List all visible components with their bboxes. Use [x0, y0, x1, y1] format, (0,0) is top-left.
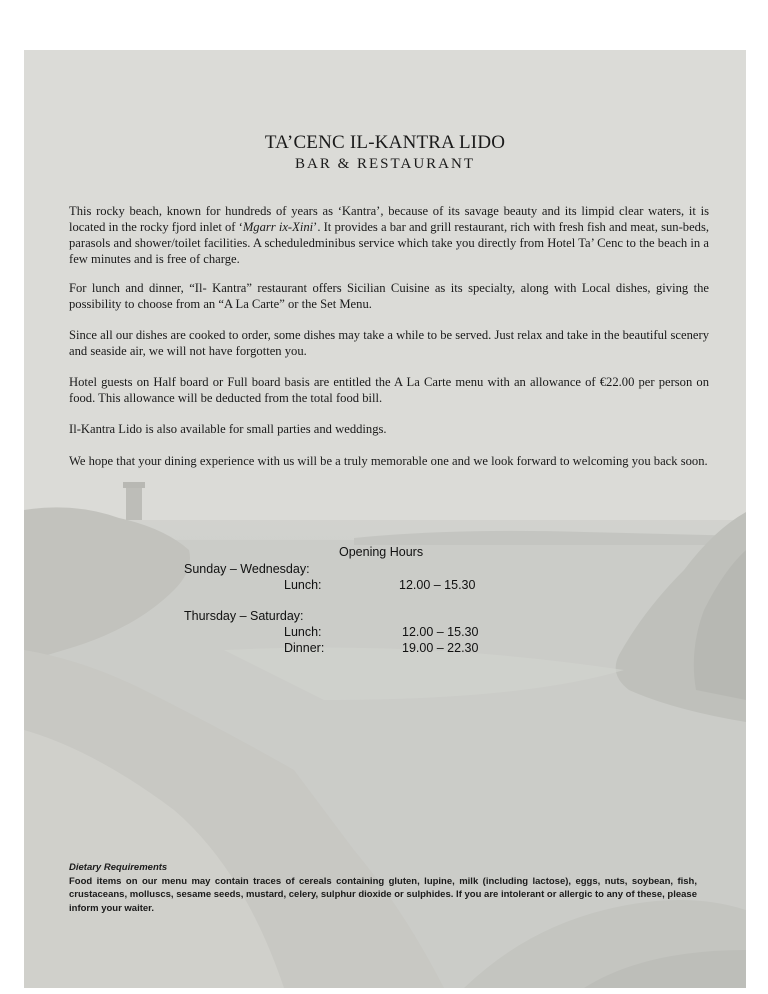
restaurant-subtitle: BAR & RESTAURANT [295, 156, 475, 172]
lunch-time: 12.00 – 15.30 [402, 625, 479, 639]
intro-paragraph-cooked-to-order: Since all our dishes are cooked to order, some dishes may take a while to be served. Just relax and take in the beautiful scenery and seaside air, we will not have forgotten you. [69, 328, 709, 358]
restaurant-title: TA’CENC IL-KANTRA LIDO [264, 132, 506, 153]
intro-paragraph-cuisine: For lunch and dinner, “Il- Kantra” restaurant offers Sicilian Cuisine as its specialty, along with Local dishes, giving the possibility to choose from an “A La Carte” or the Set Menu. [69, 281, 709, 311]
dietary-notice: Food items on our menu may contain traces of cereals containing gluten, lupine, milk (including lactose), eggs, nuts, soybean, fish, crustaceans, molluscs, sesame seeds, mustard, celery, sulphur dioxide or sulphides. If you are intolerant or allergic to any of these, please inform your waiter. [69, 876, 697, 914]
dinner-time: 19.00 – 22.30 [402, 641, 479, 655]
menu-page [24, 50, 746, 988]
place-name: Mgarr ix-Xini [242, 220, 314, 234]
dinner-label: Dinner: [284, 641, 325, 655]
days-thu-sat: Thursday – Saturday: [184, 609, 304, 623]
days-sun-wed: Sunday – Wednesday: [184, 562, 310, 576]
dietary-heading: Dietary Requirements [69, 862, 168, 873]
intro-paragraph-beach: This rocky beach, known for hundreds of years as ‘Kantra’, because of its savage beauty and its limpid clear waters, it is located in the rocky fjord inlet of ‘Mgarr ix-Xini’. It provides a bar and grill restaurant, rich with fresh fish and meat, sun-beds, parasols and shower/toilet facilities. A scheduledminibus service which take you directly from Hotel Ta’ Cenc to the beach in a few minutes and is free of charge. [69, 204, 710, 266]
lunch-time: 12.00 – 15.30 [399, 578, 476, 592]
lunch-label: Lunch: [284, 625, 322, 639]
intro-paragraph-board-allowance: Hotel guests on Half board or Full board basis are entitled the A La Carte menu with an allowance of €22.00 per person on food. This allowance will be deducted from the total food bill. [69, 375, 709, 405]
intro-paragraph-welcome: We hope that your dining experience with us will be a truly memorable one and we look forward to welcoming you back soon. [69, 454, 708, 468]
opening-hours-heading: Opening Hours [339, 545, 424, 559]
lunch-label: Lunch: [284, 578, 322, 592]
coastline-background-image [24, 50, 746, 988]
intro-paragraph-parties: Il-Kantra Lido is also available for small parties and weddings. [69, 422, 387, 436]
